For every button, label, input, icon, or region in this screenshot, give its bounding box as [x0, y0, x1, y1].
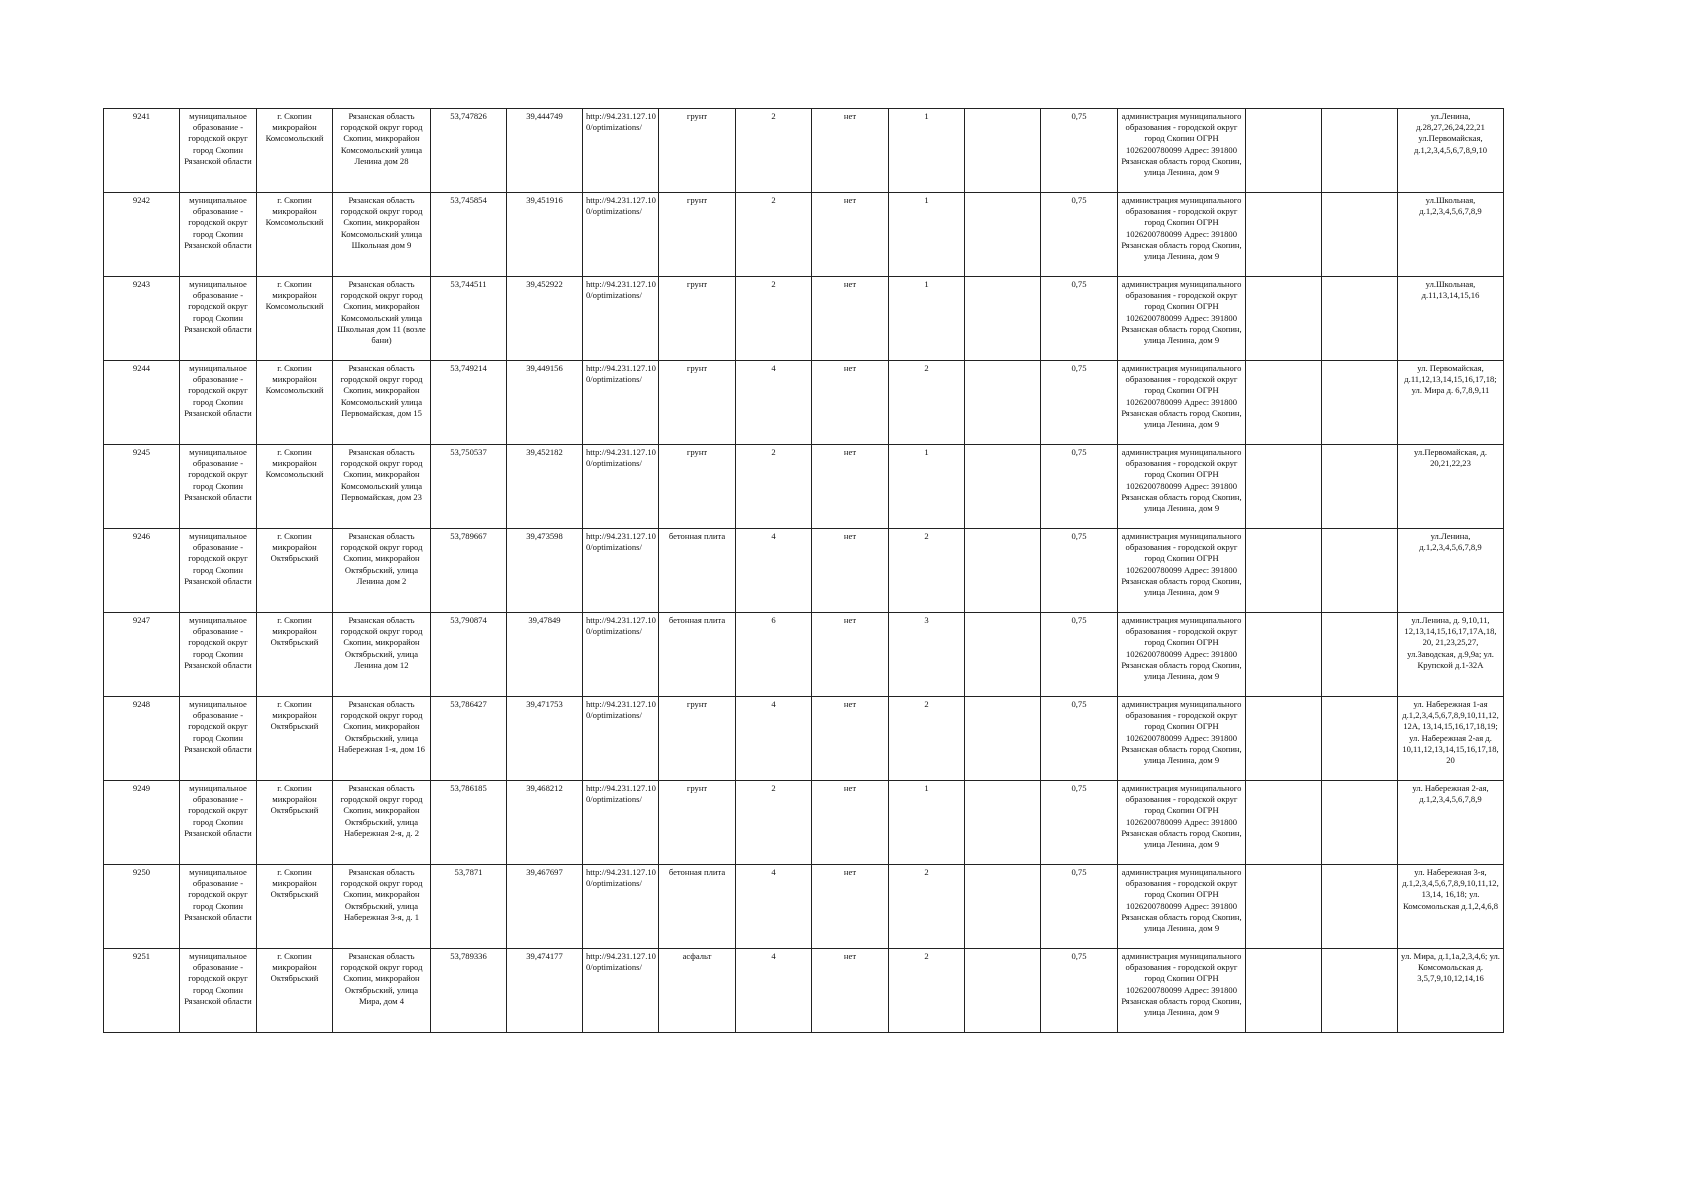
- cell-empty-1: [965, 277, 1041, 361]
- cell-address: Рязанская область городской округ город Скопин, микрорайон Октябрьский, улица Набережная 3-я, д. 1: [333, 865, 431, 949]
- cell-owner: администрация муниципального образования - городской округ город Скопин ОГРН 1026200780099 Адрес: 391800 Рязанская область город Скопин, улица Ленина, дом 9: [1118, 613, 1246, 697]
- cell-sources: ул.Школьная, д.11,13,14,15,16: [1398, 277, 1504, 361]
- cell-surface: грунт: [659, 109, 736, 193]
- cell-id: 9241: [104, 109, 180, 193]
- cell-containers: 1: [889, 277, 965, 361]
- cell-address: Рязанская область городской округ город Скопин, микрорайон Октябрьский, улица Ленина дом 2: [333, 529, 431, 613]
- cell-id: 9243: [104, 277, 180, 361]
- cell-area: 2: [736, 277, 812, 361]
- cell-sources: ул. Первомайская, д.11,12,13,14,15,16,17,18; ул. Мира д. 6,7,8,9,11: [1398, 361, 1504, 445]
- cell-empty-3: [1322, 277, 1398, 361]
- cell-district: г. Скопин микрорайон Комсомольский: [257, 277, 333, 361]
- cell-latitude: 53,790874: [431, 613, 507, 697]
- cell-surface: бетонная плита: [659, 529, 736, 613]
- cell-cover: нет: [812, 697, 889, 781]
- cell-cover: нет: [812, 613, 889, 697]
- cell-municipality: муниципальное образование - городской округ город Скопин Рязанской области: [180, 529, 257, 613]
- cell-surface: грунт: [659, 445, 736, 529]
- cell-containers: 2: [889, 949, 965, 1033]
- cell-empty-3: [1322, 697, 1398, 781]
- cell-latitude: 53,789667: [431, 529, 507, 613]
- cell-sources: ул.Ленина, д. 9,10,11, 12,13,14,15,16,17,17А,18, 20, 21,23,25,27, ул.Заводская, д.9,9а; ул. Крупской д.1-32А: [1398, 613, 1504, 697]
- table-row: [104, 613, 1504, 697]
- cell-area: 2: [736, 109, 812, 193]
- cell-latitude: 53,786427: [431, 697, 507, 781]
- cell-longitude: 39,449156: [507, 361, 583, 445]
- cell-owner: администрация муниципального образования - городской округ город Скопин ОГРН 1026200780099 Адрес: 391800 Рязанская область город Скопин, улица Ленина, дом 9: [1118, 445, 1246, 529]
- cell-empty-2: [1246, 277, 1322, 361]
- cell-owner: администрация муниципального образования - городской округ город Скопин ОГРН 1026200780099 Адрес: 391800 Рязанская область город Скопин, улица Ленина, дом 9: [1118, 361, 1246, 445]
- cell-id: 9248: [104, 697, 180, 781]
- cell-district: г. Скопин микрорайон Комсомольский: [257, 361, 333, 445]
- registry-table: [103, 108, 1504, 1033]
- cell-id: 9242: [104, 193, 180, 277]
- cell-containers: 2: [889, 865, 965, 949]
- cell-empty-3: [1322, 193, 1398, 277]
- cell-longitude: 39,444749: [507, 109, 583, 193]
- cell-municipality: муниципальное образование - городской округ город Скопин Рязанской области: [180, 361, 257, 445]
- cell-municipality: муниципальное образование - городской округ город Скопин Рязанской области: [180, 109, 257, 193]
- cell-municipality: муниципальное образование - городской округ город Скопин Рязанской области: [180, 865, 257, 949]
- cell-id: 9244: [104, 361, 180, 445]
- cell-owner: администрация муниципального образования - городской округ город Скопин ОГРН 1026200780099 Адрес: 391800 Рязанская область город Скопин, улица Ленина, дом 9: [1118, 529, 1246, 613]
- cell-address: Рязанская область городской округ город Скопин, микрорайон Комсомольский улица Ленина дом 28: [333, 109, 431, 193]
- cell-district: г. Скопин микрорайон Октябрьский: [257, 697, 333, 781]
- cell-url: http://94.231.127.100/optimizations/: [583, 277, 659, 361]
- cell-district: г. Скопин микрорайон Комсомольский: [257, 109, 333, 193]
- cell-empty-1: [965, 109, 1041, 193]
- cell-sources: ул.Первомайская, д. 20,21,22,23: [1398, 445, 1504, 529]
- cell-latitude: 53,747826: [431, 109, 507, 193]
- cell-address: Рязанская область городской округ город Скопин, микрорайон Комсомольский улица Первомайская, дом 15: [333, 361, 431, 445]
- cell-address: Рязанская область городской округ город Скопин, микрорайон Комсомольский улица Первомайская, дом 23: [333, 445, 431, 529]
- table-row: [104, 529, 1504, 613]
- cell-empty-2: [1246, 109, 1322, 193]
- cell-area: 2: [736, 193, 812, 277]
- cell-containers: 1: [889, 109, 965, 193]
- cell-latitude: 53,786185: [431, 781, 507, 865]
- cell-area: 4: [736, 697, 812, 781]
- cell-empty-2: [1246, 361, 1322, 445]
- table-row: [104, 865, 1504, 949]
- cell-url: http://94.231.127.100/optimizations/: [583, 109, 659, 193]
- cell-surface: асфальт: [659, 949, 736, 1033]
- cell-district: г. Скопин микрорайон Октябрьский: [257, 781, 333, 865]
- cell-id: 9251: [104, 949, 180, 1033]
- cell-surface: грунт: [659, 781, 736, 865]
- cell-empty-2: [1246, 781, 1322, 865]
- cell-url: http://94.231.127.100/optimizations/: [583, 949, 659, 1033]
- table-row: [104, 781, 1504, 865]
- cell-volume: 0,75: [1041, 613, 1118, 697]
- cell-volume: 0,75: [1041, 949, 1118, 1033]
- cell-address: Рязанская область городской округ город Скопин, микрорайон Октябрьский, улица Набережная 2-я, д. 2: [333, 781, 431, 865]
- cell-url: http://94.231.127.100/optimizations/: [583, 697, 659, 781]
- cell-cover: нет: [812, 277, 889, 361]
- cell-empty-1: [965, 529, 1041, 613]
- cell-volume: 0,75: [1041, 193, 1118, 277]
- cell-empty-1: [965, 613, 1041, 697]
- cell-empty-2: [1246, 613, 1322, 697]
- cell-municipality: муниципальное образование - городской округ город Скопин Рязанской области: [180, 781, 257, 865]
- cell-longitude: 39,451916: [507, 193, 583, 277]
- cell-containers: 1: [889, 781, 965, 865]
- cell-latitude: 53,745854: [431, 193, 507, 277]
- table-row: [104, 277, 1504, 361]
- table-body: [104, 109, 1504, 1033]
- cell-address: Рязанская область городской округ город Скопин, микрорайон Октябрьский, улица Мира, дом 4: [333, 949, 431, 1033]
- cell-url: http://94.231.127.100/optimizations/: [583, 361, 659, 445]
- cell-municipality: муниципальное образование - городской округ город Скопин Рязанской области: [180, 613, 257, 697]
- cell-surface: бетонная плита: [659, 865, 736, 949]
- cell-address: Рязанская область городской округ город Скопин, микрорайон Октябрьский, улица Ленина дом 12: [333, 613, 431, 697]
- cell-municipality: муниципальное образование - городской округ город Скопин Рязанской области: [180, 697, 257, 781]
- cell-empty-1: [965, 697, 1041, 781]
- cell-volume: 0,75: [1041, 445, 1118, 529]
- cell-surface: бетонная плита: [659, 613, 736, 697]
- cell-area: 6: [736, 613, 812, 697]
- cell-address: Рязанская область городской округ город Скопин, микрорайон Октябрьский, улица Набережная 1-я, дом 16: [333, 697, 431, 781]
- cell-latitude: 53,789336: [431, 949, 507, 1033]
- cell-empty-1: [965, 949, 1041, 1033]
- cell-latitude: 53,744511: [431, 277, 507, 361]
- cell-empty-3: [1322, 781, 1398, 865]
- cell-surface: грунт: [659, 361, 736, 445]
- cell-municipality: муниципальное образование - городской округ город Скопин Рязанской области: [180, 445, 257, 529]
- cell-cover: нет: [812, 361, 889, 445]
- cell-id: 9245: [104, 445, 180, 529]
- cell-owner: администрация муниципального образования - городской округ город Скопин ОГРН 1026200780099 Адрес: 391800 Рязанская область город Скопин, улица Ленина, дом 9: [1118, 865, 1246, 949]
- cell-url: http://94.231.127.100/optimizations/: [583, 613, 659, 697]
- cell-id: 9247: [104, 613, 180, 697]
- cell-empty-2: [1246, 193, 1322, 277]
- cell-containers: 3: [889, 613, 965, 697]
- cell-url: http://94.231.127.100/optimizations/: [583, 865, 659, 949]
- cell-volume: 0,75: [1041, 277, 1118, 361]
- cell-area: 4: [736, 529, 812, 613]
- cell-longitude: 39,468212: [507, 781, 583, 865]
- cell-longitude: 39,452922: [507, 277, 583, 361]
- cell-cover: нет: [812, 781, 889, 865]
- cell-id: 9249: [104, 781, 180, 865]
- cell-volume: 0,75: [1041, 781, 1118, 865]
- cell-containers: 2: [889, 529, 965, 613]
- cell-sources: ул. Мира, д.1,1а,2,3,4,6; ул. Комсомольская д. 3,5,7,9,10,12,14,16: [1398, 949, 1504, 1033]
- cell-empty-1: [965, 361, 1041, 445]
- cell-cover: нет: [812, 949, 889, 1033]
- cell-longitude: 39,471753: [507, 697, 583, 781]
- cell-municipality: муниципальное образование - городской округ город Скопин Рязанской области: [180, 277, 257, 361]
- cell-id: 9250: [104, 865, 180, 949]
- cell-cover: нет: [812, 445, 889, 529]
- cell-empty-3: [1322, 949, 1398, 1033]
- cell-surface: грунт: [659, 193, 736, 277]
- cell-longitude: 39,474177: [507, 949, 583, 1033]
- cell-cover: нет: [812, 109, 889, 193]
- cell-empty-3: [1322, 865, 1398, 949]
- cell-empty-3: [1322, 109, 1398, 193]
- cell-municipality: муниципальное образование - городской округ город Скопин Рязанской области: [180, 193, 257, 277]
- cell-containers: 2: [889, 697, 965, 781]
- cell-owner: администрация муниципального образования - городской округ город Скопин ОГРН 1026200780099 Адрес: 391800 Рязанская область город Скопин, улица Ленина, дом 9: [1118, 697, 1246, 781]
- cell-containers: 1: [889, 445, 965, 529]
- cell-sources: ул. Набережная 3-я, д.1,2,3,4,5,6,7,8,9,10,11,12, 13,14, 16,18; ул. Комсомольская д.1,2,4,6,8: [1398, 865, 1504, 949]
- cell-sources: ул. Набережная 1-ая д.1,2,3,4,5,6,7,8,9,10,11,12, 12А, 13,14,15,16,17,18,19; ул. Набережная 2-ая д. 10,11,12,13,14,15,16,17,18, 20: [1398, 697, 1504, 781]
- table-row: [104, 361, 1504, 445]
- cell-empty-3: [1322, 445, 1398, 529]
- cell-empty-2: [1246, 697, 1322, 781]
- table-row: [104, 949, 1504, 1033]
- cell-url: http://94.231.127.100/optimizations/: [583, 445, 659, 529]
- cell-containers: 2: [889, 361, 965, 445]
- cell-sources: ул.Ленина, д.1,2,3,4,5,6,7,8,9: [1398, 529, 1504, 613]
- cell-empty-2: [1246, 445, 1322, 529]
- cell-longitude: 39,473598: [507, 529, 583, 613]
- cell-cover: нет: [812, 529, 889, 613]
- cell-area: 4: [736, 949, 812, 1033]
- cell-district: г. Скопин микрорайон Октябрьский: [257, 613, 333, 697]
- cell-latitude: 53,7871: [431, 865, 507, 949]
- cell-area: 4: [736, 361, 812, 445]
- cell-empty-1: [965, 865, 1041, 949]
- cell-empty-2: [1246, 865, 1322, 949]
- cell-sources: ул.Ленина, д.28,27,26,24,22,21 ул.Первомайская, д.1,2,3,4,5,6,7,8,9,10: [1398, 109, 1504, 193]
- cell-latitude: 53,750537: [431, 445, 507, 529]
- cell-district: г. Скопин микрорайон Октябрьский: [257, 529, 333, 613]
- cell-empty-1: [965, 445, 1041, 529]
- cell-district: г. Скопин микрорайон Комсомольский: [257, 193, 333, 277]
- cell-municipality: муниципальное образование - городской округ город Скопин Рязанской области: [180, 949, 257, 1033]
- cell-empty-3: [1322, 361, 1398, 445]
- table-row: [104, 445, 1504, 529]
- cell-containers: 1: [889, 193, 965, 277]
- cell-empty-3: [1322, 529, 1398, 613]
- cell-longitude: 39,452182: [507, 445, 583, 529]
- cell-surface: грунт: [659, 277, 736, 361]
- cell-volume: 0,75: [1041, 361, 1118, 445]
- cell-district: г. Скопин микрорайон Октябрьский: [257, 865, 333, 949]
- cell-volume: 0,75: [1041, 865, 1118, 949]
- cell-empty-1: [965, 781, 1041, 865]
- cell-district: г. Скопин микрорайон Комсомольский: [257, 445, 333, 529]
- cell-empty-2: [1246, 529, 1322, 613]
- cell-cover: нет: [812, 865, 889, 949]
- cell-owner: администрация муниципального образования - городской округ город Скопин ОГРН 1026200780099 Адрес: 391800 Рязанская область город Скопин, улица Ленина, дом 9: [1118, 193, 1246, 277]
- cell-longitude: 39,47849: [507, 613, 583, 697]
- cell-address: Рязанская область городской округ город Скопин, микрорайон Комсомольский улица Школьная дом 9: [333, 193, 431, 277]
- table-row: [104, 193, 1504, 277]
- cell-volume: 0,75: [1041, 109, 1118, 193]
- cell-owner: администрация муниципального образования - городской округ город Скопин ОГРН 1026200780099 Адрес: 391800 Рязанская область город Скопин, улица Ленина, дом 9: [1118, 109, 1246, 193]
- cell-owner: администрация муниципального образования - городской округ город Скопин ОГРН 1026200780099 Адрес: 391800 Рязанская область город Скопин, улица Ленина, дом 9: [1118, 277, 1246, 361]
- cell-area: 2: [736, 781, 812, 865]
- cell-address: Рязанская область городской округ город Скопин, микрорайон Комсомольский улица Школьная дом 11 (возле бани): [333, 277, 431, 361]
- cell-volume: 0,75: [1041, 697, 1118, 781]
- table-row: [104, 109, 1504, 193]
- cell-url: http://94.231.127.100/optimizations/: [583, 193, 659, 277]
- cell-url: http://94.231.127.100/optimizations/: [583, 781, 659, 865]
- cell-empty-3: [1322, 613, 1398, 697]
- cell-latitude: 53,749214: [431, 361, 507, 445]
- cell-area: 2: [736, 445, 812, 529]
- cell-area: 4: [736, 865, 812, 949]
- cell-sources: ул.Школьная, д.1,2,3,4,5,6,7,8,9: [1398, 193, 1504, 277]
- cell-owner: администрация муниципального образования - городской округ город Скопин ОГРН 1026200780099 Адрес: 391800 Рязанская область город Скопин, улица Ленина, дом 9: [1118, 949, 1246, 1033]
- table-row: [104, 697, 1504, 781]
- cell-longitude: 39,467697: [507, 865, 583, 949]
- cell-empty-2: [1246, 949, 1322, 1033]
- cell-url: http://94.231.127.100/optimizations/: [583, 529, 659, 613]
- cell-empty-1: [965, 193, 1041, 277]
- cell-district: г. Скопин микрорайон Октябрьский: [257, 949, 333, 1033]
- cell-volume: 0,75: [1041, 529, 1118, 613]
- cell-cover: нет: [812, 193, 889, 277]
- cell-owner: администрация муниципального образования - городской округ город Скопин ОГРН 1026200780099 Адрес: 391800 Рязанская область город Скопин, улица Ленина, дом 9: [1118, 781, 1246, 865]
- cell-sources: ул. Набережная 2-ая, д.1,2,3,4,5,6,7,8,9: [1398, 781, 1504, 865]
- cell-surface: грунт: [659, 697, 736, 781]
- cell-id: 9246: [104, 529, 180, 613]
